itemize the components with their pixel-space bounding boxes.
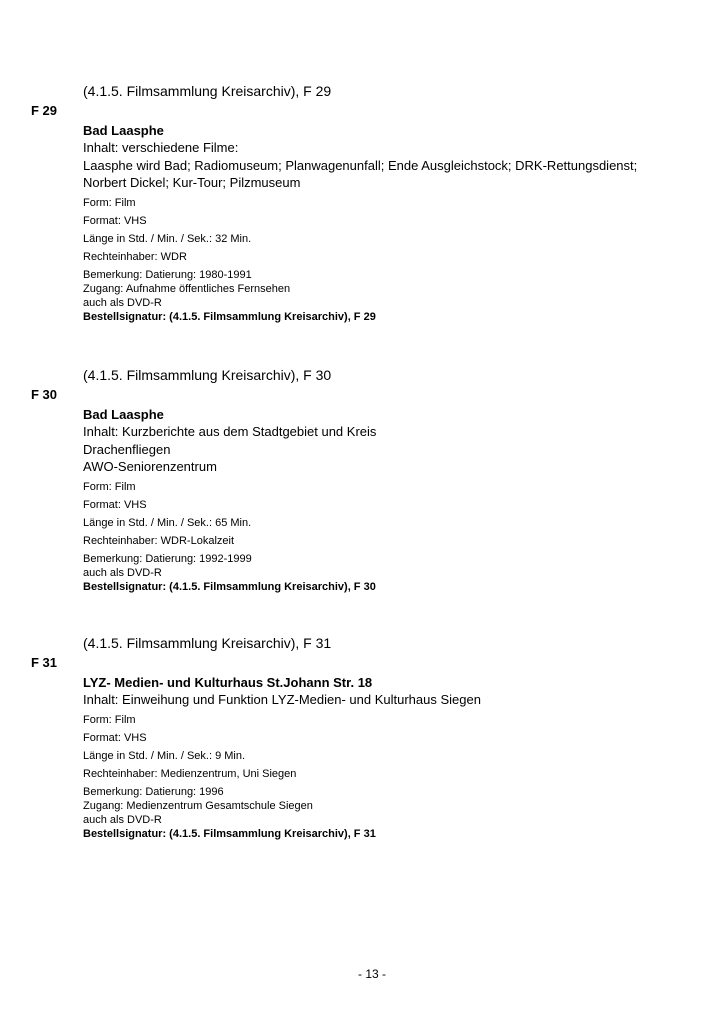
field-note: auch als DVD-R (83, 813, 162, 826)
field-note: Zugang: Medienzentrum Gesamtschule Siegen (83, 799, 313, 812)
field-note: Bemerkung: Datierung: 1980-1991 (83, 268, 252, 281)
field-note: Bemerkung: Datierung: 1996 (83, 785, 224, 798)
entry-title: Bad Laasphe (83, 123, 164, 138)
bestellsignatur: Bestellsignatur: (4.1.5. Filmsammlung Kreisarchiv), F 31 (83, 827, 376, 840)
field-format: Format: VHS (83, 731, 147, 744)
entry-code: F 30 (31, 387, 58, 402)
content-line: Norbert Dickel; Kur-Tour; Pilzmuseum (83, 175, 301, 190)
entry-body (83, 122, 637, 324)
field-note: auch als DVD-R (83, 566, 162, 579)
field-note: auch als DVD-R (83, 296, 162, 309)
entry-heading: (4.1.5. Filmsammlung Kreisarchiv), F 31 (83, 635, 332, 651)
field-rechteinhaber: Rechteinhaber: WDR (83, 250, 187, 263)
bestellsignatur: Bestellsignatur: (4.1.5. Filmsammlung Kreisarchiv), F 30 (83, 580, 376, 593)
content-line: Drachenfliegen (83, 441, 171, 457)
entry-title: Bad Laasphe (83, 407, 164, 422)
entry-heading: (4.1.5. Filmsammlung Kreisarchiv), F 29 (83, 83, 332, 99)
entry-code: F 29 (31, 103, 58, 118)
field-format: Format: VHS (83, 498, 147, 511)
entry-title: LYZ- Medien- und Kulturhaus St.Johann Str. 18 (83, 675, 373, 690)
field-format: Format: VHS (83, 214, 147, 227)
content-line: Inhalt: Einweihung und Funktion LYZ-Medien- und Kulturhaus Siegen (83, 692, 481, 707)
field-laenge: Länge in Std. / Min. / Sek.: 65 Min. (83, 516, 252, 529)
content-line: AWO-Seniorenzentrum (83, 459, 217, 474)
entry-code: F 31 (31, 655, 58, 670)
field-form: Form: Film (83, 480, 136, 493)
entry-body (83, 674, 481, 841)
field-rechteinhaber: Rechteinhaber: Medienzentrum, Uni Siegen (83, 767, 297, 780)
field-laenge: Länge in Std. / Min. / Sek.: 32 Min. (83, 232, 252, 245)
content-line: Laasphe wird Bad; Radiomuseum; Planwagenunfall; Ende Ausgleichstock; DRK-Rettungsdienst; (83, 157, 638, 173)
field-laenge: Länge in Std. / Min. / Sek.: 9 Min. (83, 749, 246, 762)
field-form: Form: Film (83, 196, 136, 209)
page-number: - 13 - (357, 967, 386, 981)
entry-body (83, 406, 376, 594)
content-line: Inhalt: Kurzberichte aus dem Stadtgebiet und Kreis (83, 424, 377, 439)
field-rechteinhaber: Rechteinhaber: WDR-Lokalzeit (83, 534, 235, 547)
content-line: Inhalt: verschiedene Filme: (83, 140, 239, 155)
bestellsignatur: Bestellsignatur: (4.1.5. Filmsammlung Kreisarchiv), F 29 (83, 310, 376, 323)
field-note: Zugang: Aufnahme öffentliches Fernsehen (83, 282, 291, 295)
field-note: Bemerkung: Datierung: 1992-1999 (83, 552, 252, 565)
entry-heading: (4.1.5. Filmsammlung Kreisarchiv), F 30 (83, 367, 332, 383)
field-form: Form: Film (83, 713, 136, 726)
